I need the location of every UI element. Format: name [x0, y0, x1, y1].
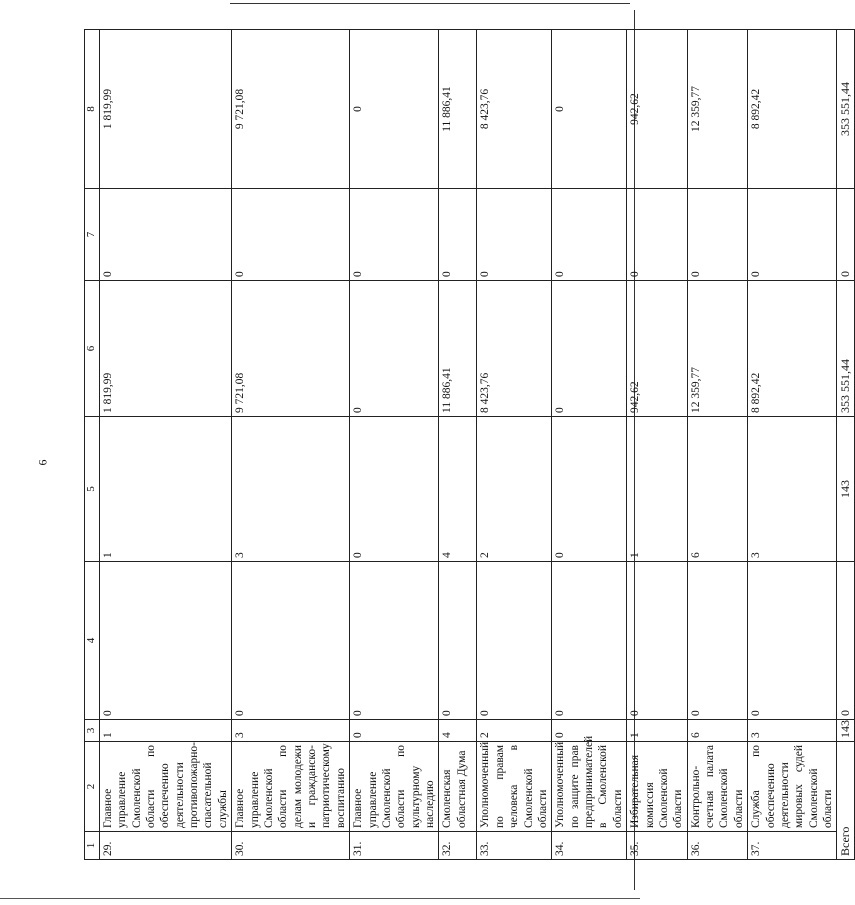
col5-cell: 6 [687, 417, 748, 562]
col6-cell: 1 819,99 [99, 281, 231, 417]
header-cell: 3 [85, 720, 100, 742]
row-number-cell: 30. [232, 832, 350, 860]
header-cell: 4 [85, 562, 100, 720]
total-row [837, 30, 855, 860]
organization-name-cell: Главное управление Смоленской области по делам молодежи и гражданско-патриотическому воспитанию [232, 742, 350, 832]
col5-cell: 0 [350, 417, 439, 562]
row-number-cell: 31. [350, 832, 439, 860]
header-cell: 5 [85, 417, 100, 562]
total-label-cell: Всего [837, 742, 855, 860]
header-cell: 6 [85, 281, 100, 417]
col4-cell: 0 [552, 562, 627, 720]
col5-total-cell: 143 [837, 417, 855, 562]
col8-cell: 9 721,08 [232, 30, 350, 189]
table-row [232, 30, 350, 860]
col6-cell: 12 359,77 [687, 281, 748, 417]
scan-edge-bottom [0, 898, 640, 899]
col6-cell: 11 886,41 [439, 281, 477, 417]
col7-cell: 0 [627, 189, 688, 281]
col7-cell: 0 [232, 189, 350, 281]
budget-table [84, 29, 855, 860]
page-number: 6 [35, 459, 50, 466]
col4-cell: 0 [99, 562, 231, 720]
table-row [552, 30, 627, 860]
col4-cell: 0 [687, 562, 748, 720]
col8-cell: 12 359,77 [687, 30, 748, 189]
col5-cell: 4 [439, 417, 477, 562]
organization-name-cell: Избирательная комиссия Смоленской области [627, 742, 688, 832]
organization-name-cell: Смоленская областная Дума [439, 742, 477, 832]
col8-cell: 1 819,99 [99, 30, 231, 189]
row-number-cell: 34. [552, 832, 627, 860]
col3-cell: 0 [350, 720, 439, 742]
col6-cell: 0 [350, 281, 439, 417]
col6-total-cell: 353 551,44 [837, 281, 855, 417]
row-number-cell: 35. [627, 832, 688, 860]
col7-cell: 0 [99, 189, 231, 281]
col4-cell: 0 [232, 562, 350, 720]
col3-cell: 0 [552, 720, 627, 742]
col7-cell: 0 [477, 189, 552, 281]
col8-cell: 0 [350, 30, 439, 189]
organization-name-cell: Уполномоченный по правам человека в Смоленской области [477, 742, 552, 832]
organization-name-cell: Главное управление Смоленской области по культурному наследию [350, 742, 439, 832]
col7-cell: 0 [439, 189, 477, 281]
col4-cell: 0 [350, 562, 439, 720]
col3-cell: 3 [232, 720, 350, 742]
col6-cell: 9 721,08 [232, 281, 350, 417]
col5-cell: 3 [748, 417, 837, 562]
table-row [477, 30, 552, 860]
row-number-cell: 32. [439, 832, 477, 860]
col3-cell: 3 [748, 720, 837, 742]
col5-cell: 0 [552, 417, 627, 562]
header-cell: 1 [85, 832, 100, 860]
row-number-cell: 36. [687, 832, 748, 860]
col5-cell: 2 [477, 417, 552, 562]
col7-cell: 0 [350, 189, 439, 281]
col7-cell: 0 [552, 189, 627, 281]
col5-cell: 1 [99, 417, 231, 562]
row-number-cell: 33. [477, 832, 552, 860]
col4-total-cell: 0 [837, 562, 855, 720]
col3-total-cell: 143 [837, 720, 855, 742]
col3-cell: 2 [477, 720, 552, 742]
table-row [687, 30, 748, 860]
col3-cell: 1 [627, 720, 688, 742]
header-row [85, 30, 100, 860]
table-row [99, 30, 231, 860]
table-row [439, 30, 477, 860]
table-row [350, 30, 439, 860]
col8-cell: 942,62 [627, 30, 688, 189]
organization-name-cell: Контрольно-счетная палата Смоленской области [687, 742, 748, 832]
rotated-table-container [84, 30, 853, 860]
header-cell: 8 [85, 30, 100, 189]
header-cell: 2 [85, 742, 100, 832]
col5-cell: 3 [232, 417, 350, 562]
col7-cell: 0 [748, 189, 837, 281]
col6-cell: 8 892,42 [748, 281, 837, 417]
header-cell: 7 [85, 189, 100, 281]
organization-name-cell: Главное управление Смоленской области по обеспечению деятельности противопожарно-спасательной службы [99, 742, 231, 832]
col7-cell: 0 [687, 189, 748, 281]
col8-cell: 8 892,42 [748, 30, 837, 189]
col6-cell: 942,62 [627, 281, 688, 417]
col8-cell: 11 886,41 [439, 30, 477, 189]
col3-cell: 1 [99, 720, 231, 742]
col7-total-cell: 0 [837, 189, 855, 281]
col6-cell: 8 423,76 [477, 281, 552, 417]
organization-name-cell: Уполномоченный по защите прав предпринимателей в Смоленской области [552, 742, 627, 832]
table-row [627, 30, 688, 860]
col3-cell: 6 [687, 720, 748, 742]
col3-cell: 4 [439, 720, 477, 742]
organization-name-cell: Служба по обеспечению деятельности мировых судей Смоленской области [748, 742, 837, 832]
col4-cell: 0 [627, 562, 688, 720]
col4-cell: 0 [748, 562, 837, 720]
row-number-cell: 37. [748, 832, 837, 860]
col4-cell: 0 [439, 562, 477, 720]
col5-cell: 1 [627, 417, 688, 562]
col8-total-cell: 353 551,44 [837, 30, 855, 189]
scan-edge-top [230, 3, 630, 4]
col8-cell: 8 423,76 [477, 30, 552, 189]
col6-cell: 0 [552, 281, 627, 417]
col4-cell: 0 [477, 562, 552, 720]
col8-cell: 0 [552, 30, 627, 189]
row-number-cell: 29. [99, 832, 231, 860]
table-row [748, 30, 837, 860]
